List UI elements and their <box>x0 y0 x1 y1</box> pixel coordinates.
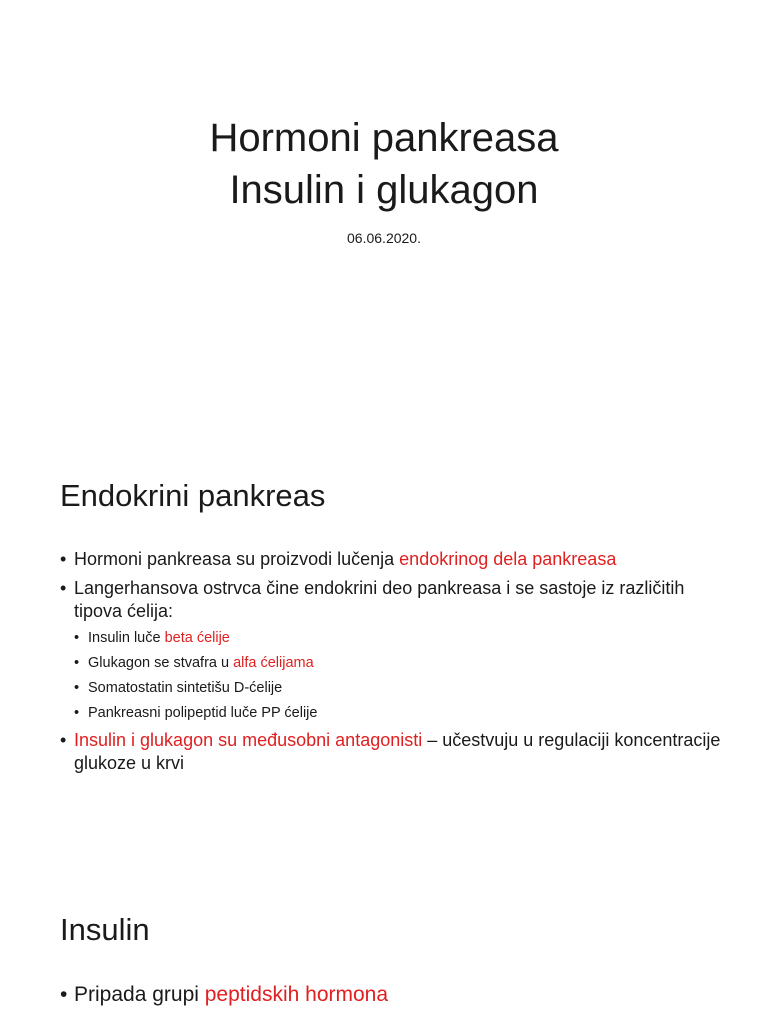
insulin-slide <box>0 880 768 1024</box>
slide-heading: Insulin <box>60 912 150 947</box>
slide-title <box>0 112 768 216</box>
bullet-highlight: endokrinog dela pankreasa <box>399 549 617 569</box>
bullet-item <box>60 982 728 1008</box>
sub-bullet-highlight: alfa ćelijama <box>233 655 314 671</box>
sub-bullet-text: Glukagon se stvafra u <box>88 655 234 671</box>
sub-bullet-text: Pankreasni polipeptid luče PP ćelije <box>88 705 318 721</box>
bullet-highlight: Insulin i glukagon su međusobni antagonisti <box>74 730 423 750</box>
bullet-item <box>60 729 728 775</box>
bullet-list <box>60 982 728 1014</box>
sub-bullet-item <box>74 629 728 647</box>
bullet-text: – učestvuju u regulaciji koncentracije glukoze u krvi <box>74 730 721 773</box>
slide-divider <box>0 432 768 448</box>
sub-bullet-text: Insulin luče <box>88 630 165 646</box>
sub-bullet-text: Somatostatin sintetišu D-ćelije <box>88 680 283 696</box>
sub-bullet-list <box>74 629 728 722</box>
bullet-item <box>60 577 728 722</box>
slide-heading: Endokrini pankreas <box>60 478 326 513</box>
endokrini-slide <box>0 448 768 880</box>
sub-bullet-item <box>74 654 728 672</box>
title-line-1: Hormoni pankreasa <box>209 116 559 160</box>
title-line-2: Insulin i glukagon <box>229 168 539 212</box>
bullet-text: Pripada grupi <box>74 983 205 1006</box>
sub-bullet-highlight: beta ćelije <box>164 630 230 646</box>
sub-bullet-item <box>74 704 728 722</box>
bullet-highlight: peptidskih hormona <box>204 983 389 1006</box>
bullet-item <box>60 548 728 571</box>
sub-bullet-item <box>74 679 728 697</box>
title-slide <box>0 0 768 432</box>
bullet-list <box>60 548 728 781</box>
bullet-text: Langerhansova ostrvca čine endokrini deo pankreasa i se sastoje iz različitih tipova ćelija: <box>74 578 685 621</box>
slide-date: 06.06.2020. <box>347 230 421 246</box>
bullet-text: Hormoni pankreasa su proizvodi lučenja <box>74 549 400 569</box>
